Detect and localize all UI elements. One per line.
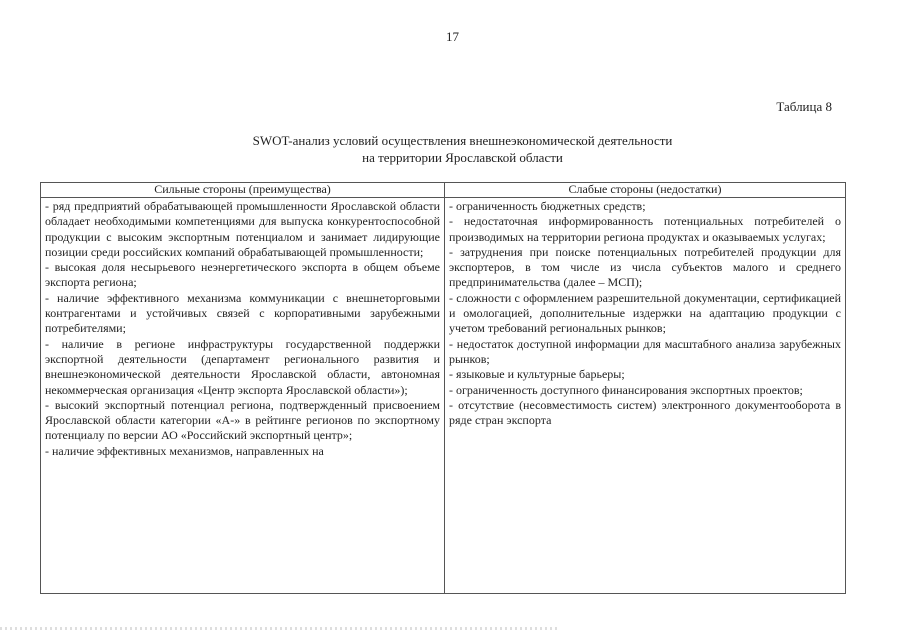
strength-item: - высокий экспортный потенциал региона, подтвержденный присвоением Ярославской области категории «А-» в рейтинге регионов по экспортному потенциалу по версии АО «Российский экспортный центр»; <box>45 397 440 443</box>
weaknesses-cell <box>445 198 846 594</box>
weakness-item: - ограниченность доступного финансирования экспортных проектов; <box>449 382 803 397</box>
strength-item: - ряд предприятий обрабатывающей промышленности Ярославской области обладает необходимыми компетенциями для выпуска конкурентоспособной продукции с высоким экспортным потенциалом и занимает лидирующие позиции среди российских компаний обрабатывающей промышленности; <box>45 199 440 259</box>
weakness-item: - отсутствие (несовместимость систем) электронного документооборота в ряде стран экспорта <box>449 397 841 428</box>
swot-table <box>40 182 846 594</box>
weakness-item: - языковые и культурные барьеры; <box>449 367 625 382</box>
strengths-cell <box>41 198 445 594</box>
header-weaknesses: Слабые стороны (недостатки) <box>445 183 846 198</box>
title-line-1: SWOT-анализ условий осуществления внешнеэкономической деятельности <box>252 133 673 148</box>
title-line-2: на территории Ярославской области <box>362 150 563 165</box>
strength-item: - высокая доля несырьевого неэнергетического экспорта в общем объеме экспорта региона; <box>45 260 440 290</box>
strength-item: - наличие эффективных механизмов, направленных на <box>45 443 324 458</box>
page-number: 17 <box>446 29 459 44</box>
header-strengths: Сильные стороны (преимущества) <box>41 183 445 198</box>
strength-item: - наличие в регионе инфраструктуры государственной поддержки экспортной деятельности (департамент регионального развития и внешнеэкономической деятельности Ярославской области, автономная некоммерческая организация «Центр экспорта Ярославской области»); <box>45 336 440 397</box>
weakness-item: - затруднения при поиске потенциальных потребителей продукции для экспортеров, в том числе из числа субъектов малого и среднего предпринимательства (далее – МСП); <box>449 244 841 290</box>
strength-item: - наличие эффективного механизма коммуникации с внешнеторговыми контрагентами и устойчивых связей с корпоративными зарубежными потребителями; <box>45 290 440 336</box>
weakness-item: - недостаток доступной информации для масштабного анализа зарубежных рынков; <box>449 336 841 366</box>
weakness-item: - сложности с оформлением разрешительной документации, сертификацией и омологацией, дополнительные издержки на адаптацию продукции с учетом требований региональных рынков; <box>449 290 841 336</box>
table-label: Таблица 8 <box>776 99 832 114</box>
weakness-item: - недостаточная информированность потенциальных потребителей о производимых на территории региона продуктах и оказываемых услугах; <box>449 214 841 244</box>
scan-artifact <box>0 627 560 630</box>
weakness-item: - ограниченность бюджетных средств; <box>449 199 646 213</box>
document-title <box>0 132 905 166</box>
